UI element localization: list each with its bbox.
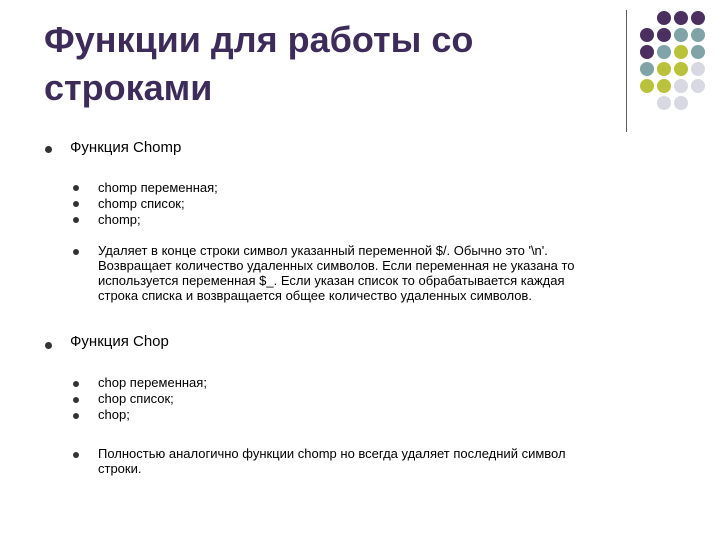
bullet-icon bbox=[73, 397, 79, 403]
description-line: строка списка и возвращается общее количество удаленных символов. bbox=[98, 288, 532, 303]
decorative-dot bbox=[691, 11, 705, 25]
description-line: Возвращает количество удаленных символов. Если переменная не указана то bbox=[98, 258, 575, 273]
syntax-line: chomp список; bbox=[98, 196, 185, 211]
decorative-dot bbox=[657, 96, 671, 110]
description-chomp bbox=[98, 243, 658, 303]
section-heading-chop: Функция Chop bbox=[70, 333, 169, 350]
bullet-icon bbox=[45, 342, 52, 349]
decorative-dot bbox=[691, 45, 705, 59]
decorative-dot bbox=[640, 79, 654, 93]
bullet-icon bbox=[73, 185, 79, 191]
bullet-icon bbox=[73, 201, 79, 207]
bullet-icon bbox=[45, 146, 52, 153]
syntax-line: chop переменная; bbox=[98, 375, 207, 390]
syntax-line: chomp переменная; bbox=[98, 180, 218, 195]
bullet-icon bbox=[73, 452, 79, 458]
decorative-dot bbox=[691, 62, 705, 76]
description-line: строки. bbox=[98, 461, 142, 476]
decorative-dot bbox=[657, 28, 671, 42]
description-line: Полностью аналогично функции chomp но всегда удаляет последний символ bbox=[98, 446, 566, 461]
syntax-line: chop; bbox=[98, 407, 130, 422]
decorative-dot bbox=[674, 45, 688, 59]
decorative-dot bbox=[657, 45, 671, 59]
slide-title bbox=[44, 16, 604, 112]
slide-title-line-2: строками bbox=[44, 67, 213, 108]
bullet-icon bbox=[73, 413, 79, 419]
bullet-icon bbox=[73, 217, 79, 223]
syntax-line: chomp; bbox=[98, 212, 141, 227]
decorative-dot bbox=[640, 45, 654, 59]
section-heading-chomp: Функция Chomp bbox=[70, 139, 182, 156]
decorative-dot bbox=[640, 28, 654, 42]
bullet-icon bbox=[73, 381, 79, 387]
decorative-dot bbox=[657, 62, 671, 76]
decorative-divider bbox=[626, 10, 627, 132]
decorative-dot bbox=[674, 28, 688, 42]
syntax-line: chop список; bbox=[98, 391, 174, 406]
bullet-icon bbox=[73, 249, 79, 255]
slide-title-line-1: Функции для работы со bbox=[44, 19, 474, 60]
decorative-dot bbox=[657, 11, 671, 25]
description-chop bbox=[98, 446, 658, 476]
decorative-dot bbox=[674, 96, 688, 110]
decorative-dot bbox=[674, 79, 688, 93]
decorative-dot bbox=[691, 79, 705, 93]
description-line: Удаляет в конце строки символ указанный переменной $/. Обычно это '\n'. bbox=[98, 243, 548, 258]
decorative-dot bbox=[640, 62, 654, 76]
description-line: используется переменная $_. Если указан список то обрабатывается каждая bbox=[98, 273, 565, 288]
decorative-dot bbox=[674, 62, 688, 76]
decorative-dot bbox=[691, 28, 705, 42]
decorative-dot bbox=[657, 79, 671, 93]
decorative-dot bbox=[674, 11, 688, 25]
